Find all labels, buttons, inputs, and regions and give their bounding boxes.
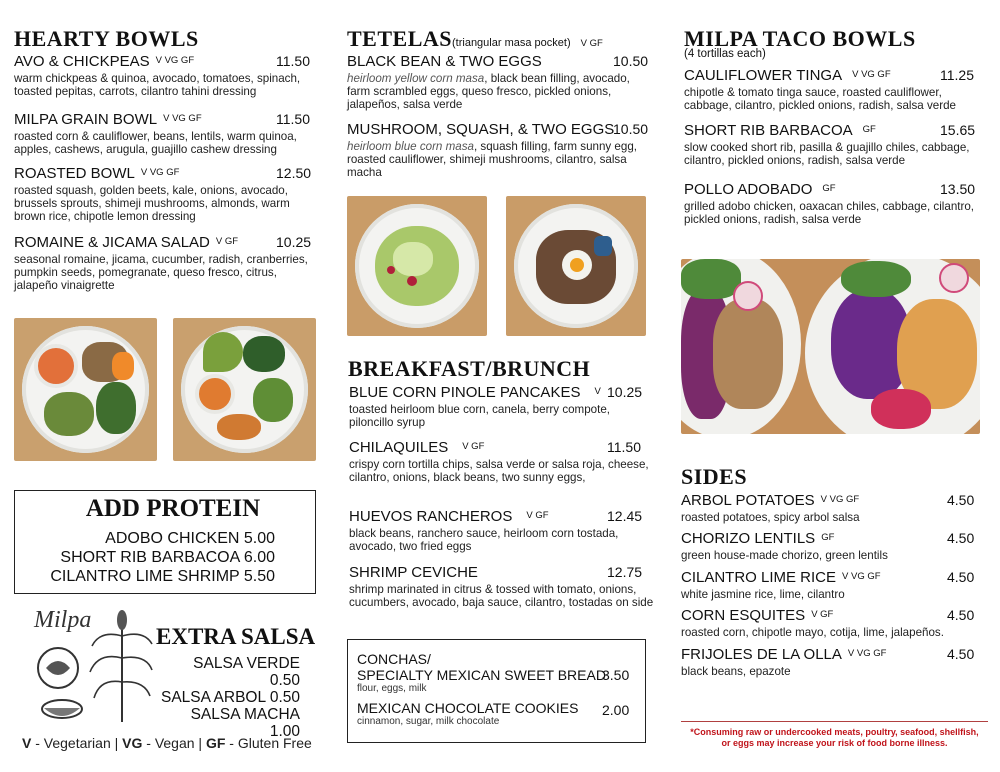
menu-item (681, 646, 981, 678)
item-name: ARBOL POTATOES (681, 492, 815, 509)
menu-item (684, 122, 984, 167)
protein-option: ADOBO CHICKEN 5.00 (105, 530, 275, 547)
diet-tags: V (594, 386, 601, 397)
diet-tags: V VG GF (842, 571, 881, 582)
item-description: crispy corn tortilla chips, salsa verde or salsa roja, cheese, cilantro, onions, black beans, two sunny eggs, (349, 458, 649, 484)
menu-item (681, 492, 981, 524)
item-name: FRIJOLES DE LA OLLA (681, 646, 842, 663)
salsa-option: SALSA VERDE 0.50 (193, 655, 300, 689)
item-name: ROASTED BOWL (14, 165, 135, 182)
menu-item (349, 564, 659, 609)
diet-tags: V VG GF (852, 69, 891, 80)
item-price: 3.50 (602, 667, 630, 683)
item-name: MUSHROOM, SQUASH, & TWO EGGS (347, 121, 615, 138)
bakery-box (347, 639, 646, 743)
menu-item (349, 384, 649, 429)
item-price: 4.50 (947, 530, 975, 546)
tetelas-header (347, 26, 603, 52)
item-price: 4.50 (947, 569, 975, 585)
item-price: 11.50 (607, 439, 641, 455)
item-description: cinnamon, sugar, milk chocolate (357, 716, 500, 727)
item-description: slow cooked short rib, pasilla & guajillo chiles, cabbage, cilantro, pickled onions, radish, salsa verde (684, 141, 970, 167)
item-name: SHORT RIB BARBACOA (684, 122, 853, 139)
menu-item (681, 569, 981, 601)
item-description: white jasmine rice, lime, cilantro (681, 588, 845, 601)
item-description: roasted potatoes, spicy arbol salsa (681, 511, 860, 524)
sides-heading: SIDES (681, 464, 748, 489)
diet-tags: V GF (526, 510, 549, 521)
item-price: 12.75 (607, 564, 643, 580)
menu-item (14, 111, 314, 156)
item-price: 4.50 (947, 492, 975, 508)
item-name: CORN ESQUITES (681, 607, 806, 624)
item-name: HUEVOS RANCHEROS (349, 508, 513, 525)
item-description: , squash filling, farm sunny egg, roasted cauliflower, shimeji mushrooms, cilantro, salsa macha (347, 140, 637, 179)
diet-tags: V VG GF (140, 167, 180, 178)
menu-item (684, 181, 984, 226)
item-name: CILANTRO LIME RICE (681, 569, 837, 586)
item-description: toasted heirloom blue corn, canela, berry compote, piloncillo syrup (349, 403, 611, 429)
item-name: CONCHAS/ (357, 651, 431, 667)
tetelas-subtitle: (triangular masa pocket) (452, 37, 571, 49)
item-price: 4.50 (947, 607, 975, 623)
diet-tags: GF (821, 532, 835, 543)
protein-option: CILANTRO LIME SHRIMP 5.50 (50, 568, 275, 585)
item-price: 10.25 (607, 384, 643, 400)
item-name: POLLO ADOBADO (684, 181, 813, 198)
item-price: 11.50 (276, 111, 310, 127)
item-description: roasted squash, golden beets, kale, onions, avocado, brussels sprouts, shimeji mushrooms, almonds, warm brown rice, chipotle lemon dressing (14, 184, 290, 223)
item-price: 13.50 (940, 181, 976, 197)
masa-type: heirloom blue corn masa (347, 140, 474, 153)
corn-illustration (30, 606, 156, 726)
item-description: chipotle & tomato tinga sauce, roasted cauliflower, cabbage, cilantro, pickled onions, radish, salsa verde (684, 86, 956, 112)
food-safety-warning: *Consuming raw or undercooked meats, poultry, seafood, shellfish, or eggs may increase your risk of food borne illness. (690, 727, 979, 748)
menu-item (684, 67, 984, 112)
item-price: 11.25 (940, 67, 974, 83)
hearty-bowl-photo-2 (173, 318, 316, 461)
diet-tags: V VG GF (820, 494, 860, 505)
hearty-bowls-heading: HEARTY BOWLS (14, 26, 199, 51)
item-description: seasonal romaine, jicama, cucumber, radish, cranberries, pumpkin seeds, pomegranate, queso fresco, citrus, jalapeño vinaigrette (14, 253, 308, 292)
diet-tags: V VG GF (163, 113, 202, 124)
diet-tags: V VG GF (155, 55, 195, 66)
item-name: MEXICAN CHOCOLATE COOKIES (357, 700, 579, 716)
diet-tags: V GF (215, 236, 239, 247)
taco-bowls-photo (681, 259, 980, 434)
protein-option: SHORT RIB BARBACOA 6.00 (60, 549, 275, 566)
item-name: BLACK BEAN & TWO EGGS (347, 53, 542, 70)
item-description: roasted corn & cauliflower, beans, lentils, warm quinoa, apples, cashews, arugula, guajillo cashew dressing (14, 130, 297, 156)
tetelas-heading: TETELAS (347, 26, 452, 51)
diet-legend: V - Vegetarian | VG - Vegan | GF - Gluten Free (22, 735, 312, 751)
item-name: CHORIZO LENTILS (681, 530, 816, 547)
item-price: 12.50 (276, 165, 312, 181)
menu-item (349, 508, 649, 553)
diet-tags: V GF (580, 38, 603, 49)
item-price: 15.65 (940, 122, 976, 138)
item-name: CHILAQUILES (349, 439, 449, 456)
menu-item (681, 607, 981, 639)
add-protein-heading: ADD PROTEIN (85, 495, 261, 522)
item-price: 10.50 (613, 53, 649, 69)
menu-item (681, 530, 981, 562)
menu-item (14, 234, 314, 292)
warning-divider (681, 721, 988, 722)
taco-bowls-heading: MILPA TACO BOWLS (684, 26, 916, 51)
menu-item (14, 165, 314, 223)
item-price: 11.50 (276, 53, 310, 69)
item-name: BLUE CORN PINOLE PANCAKES (349, 384, 581, 401)
tetela-photo-2 (506, 196, 646, 336)
milpa-logo: Milpa (34, 607, 92, 633)
menu-item (349, 439, 649, 484)
masa-type: heirloom yellow corn masa (347, 72, 485, 85)
menu-item (347, 53, 647, 111)
item-name: MILPA GRAIN BOWL (14, 111, 158, 128)
item-price: 10.50 (613, 121, 649, 137)
item-name: SPECIALTY MEXICAN SWEET BREAD (357, 667, 606, 683)
hearty-bowl-photo-1 (14, 318, 157, 461)
taco-bowls-subtitle: (4 tortillas each) (684, 48, 766, 60)
item-description: grilled adobo chicken, oaxacan chiles, cabbage, cilantro, pickled onions, radish, salsa verde (684, 200, 975, 226)
item-price: 2.00 (602, 702, 630, 718)
diet-tags: GF (862, 124, 876, 135)
item-description: black beans, ranchero sauce, heirloom corn tostada, avocado, two fried eggs (349, 527, 619, 553)
item-price: 4.50 (947, 646, 975, 662)
diet-tags: GF (822, 183, 836, 194)
item-name: AVO & CHICKPEAS (14, 53, 150, 70)
add-protein-box (14, 490, 316, 594)
item-description: warm chickpeas & quinoa, avocado, tomatoes, spinach, toasted pepitas, carrots, cilantro tahini dressing (14, 72, 301, 98)
diet-tags: V GF (462, 441, 485, 452)
item-name: SHRIMP CEVICHE (349, 564, 478, 581)
salsa-option: SALSA ARBOL 0.50 (160, 689, 300, 706)
item-description: green house-made chorizo, green lentils (681, 549, 888, 562)
menu-item (14, 53, 314, 98)
item-description: flour, eggs, milk (357, 683, 427, 694)
item-description: black beans, epazote (681, 665, 791, 678)
menu-item (347, 121, 647, 179)
item-name: CAULIFLOWER TINGA (684, 67, 843, 84)
item-name: ROMAINE & JICAMA SALAD (14, 234, 210, 251)
item-price: 12.45 (607, 508, 643, 524)
diet-tags: V VG GF (847, 648, 887, 659)
item-description: shrimp marinated in citrus & tossed with tomato, onions, cucumbers, avocado, baja sauce, cilantro, tostadas on side (349, 583, 654, 609)
item-price: 10.25 (276, 234, 312, 250)
diet-tags: V GF (811, 609, 834, 620)
item-description: , black bean filling, avocado, farm scrambled eggs, queso fresco, pickled onions, jalapeños, salsa verde (347, 72, 630, 111)
extra-salsa-heading: EXTRA SALSA (156, 624, 316, 649)
salsa-option: SALSA MACHA 1.00 (190, 706, 300, 740)
item-description: roasted corn, chipotle mayo, cotija, lime, jalapeños. (681, 626, 944, 639)
breakfast-heading: BREAKFAST/BRUNCH (348, 356, 591, 381)
tetela-photo-1 (347, 196, 487, 336)
